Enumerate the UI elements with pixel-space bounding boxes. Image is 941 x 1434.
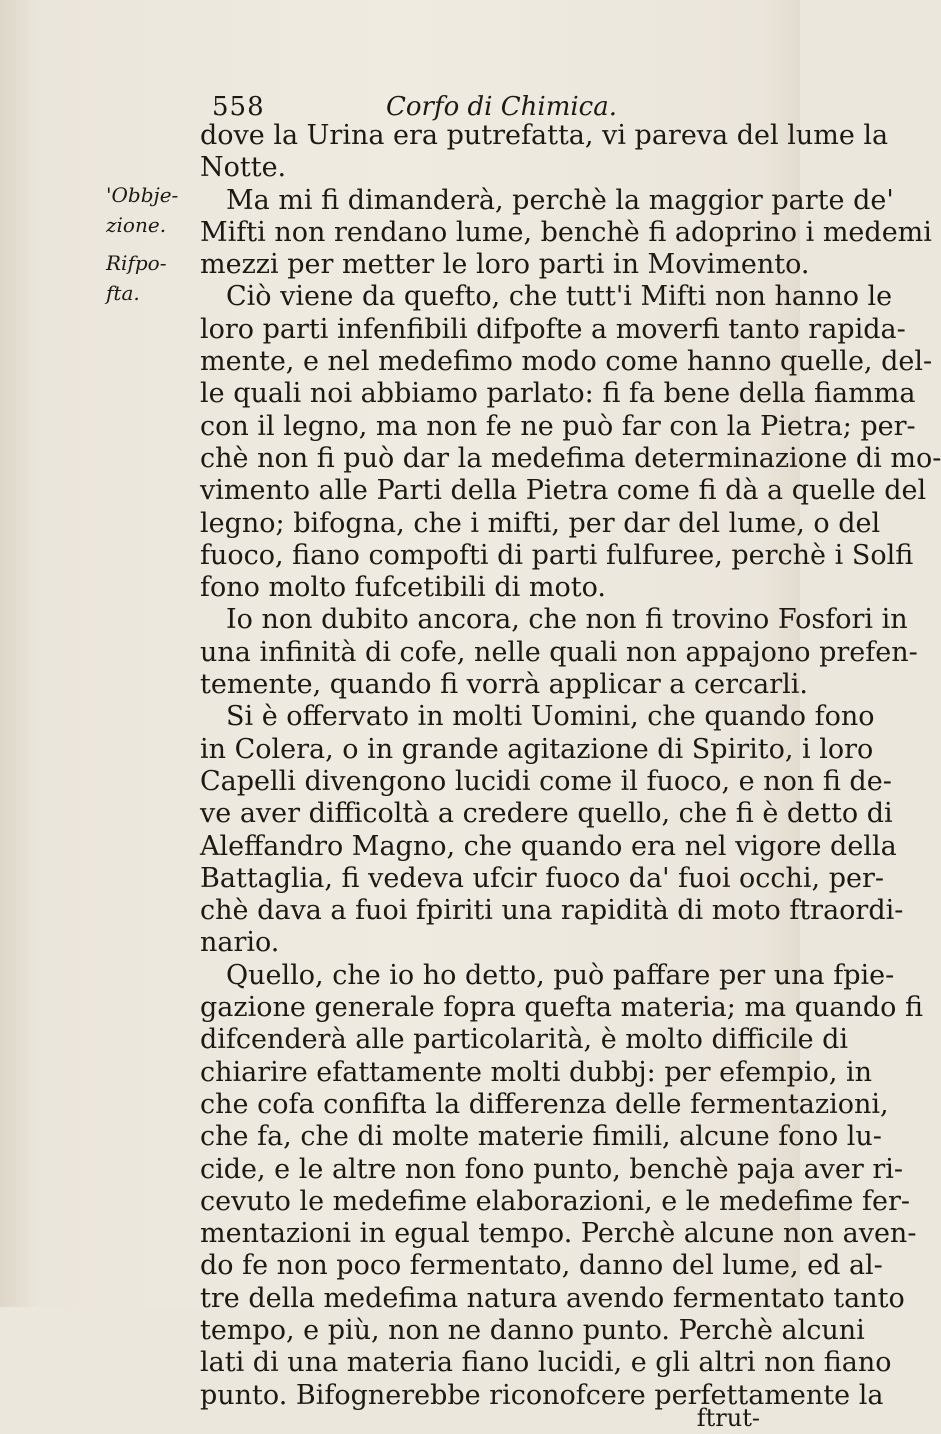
text-line: chiarire efattamente molti dubbj: per efempio, in [200,1056,873,1088]
text-line: mentazioni in egual tempo. Perchè alcune non aven- [200,1218,917,1250]
text-line: loro parti infenfibili difpofte a moverfi tanto rapida- [200,313,906,345]
margin-note-obiezione [106,180,184,240]
text-line: cevuto le medefime elaborazioni, e le medefime fer- [200,1185,910,1217]
text-line: mente, e nel medefimo modo come hanno quelle, del- [200,346,933,378]
text-line: chè dava a fuoi fpiriti una rapidità di moto ftraordi- [200,895,904,927]
text-line: mezzi per metter le loro parti in Movimento. [200,249,810,281]
page-number: 558 [212,92,265,122]
text-line: Aleffandro Magno, che quando era nel vigore della [200,830,897,862]
text-line: Notte. [200,152,287,184]
text-line: che cofa confifta la differenza delle fermentazioni, [200,1088,889,1120]
text-line: vimento alle Parti della Pietra come fi dà a quelle del [200,475,927,507]
margin-note-line: Rifpo- [106,251,167,275]
text-line: lati di una materia fiano lucidi, e gli altri non fiano [200,1347,892,1379]
catchword: ftrut- [696,1403,760,1432]
margin-note-risposta [106,248,184,308]
text-line: Si è offervato in molti Uomini, che quando fono [226,701,875,733]
text-line: nario. [200,927,280,959]
running-title: Corfo di Chimica. [386,92,617,122]
text-line: fuoco, fiano compofti di parti fulfuree, perchè i Solfi [200,539,914,571]
text-line: Mifti non rendano lume, benchè fi adoprino i medemi [200,216,932,248]
text-line: temente, quando fi vorrà applicar a cercarli. [200,669,808,701]
margin-note-line: fta. [106,281,140,305]
text-line: legno; bifogna, che i mifti, per dar del lume, o del [200,507,881,539]
text-line: do fe non poco fermentato, danno del lume, ed al- [200,1250,883,1282]
text-line: chè non fi può dar la medefima determinazione di mo- [200,442,941,474]
text-line: tre della medefima natura avendo fermentato tanto [200,1282,905,1314]
text-line: una infinità di cofe, nelle quali non appajono prefen- [200,636,918,668]
margin-note-line: zione. [106,213,167,237]
text-line: tempo, e più, non ne danno punto. Perchè alcuni [200,1314,865,1346]
text-line: fono molto fufcetibili di moto. [200,572,606,604]
text-line: Io non dubito ancora, che non fi trovino Fosfori in [226,604,908,636]
text-line: ve aver difficoltà a credere quello, che fi è detto di [200,798,893,830]
text-line: con il legno, ma non fe ne può far con la Pietra; per- [200,410,916,442]
text-line: Ciò viene da quefto, che tutt'i Mifti non hanno le [226,281,893,313]
text-line: che fa, che di molte materie fimili, alcune fono lu- [200,1121,882,1153]
text-line: Battaglia, fi vedeva ufcir fuoco da' fuoi occhi, per- [200,862,885,894]
text-line: gazione generale fopra quefta materia; ma quando fi [200,992,923,1024]
text-line: punto. Bifognerebbe riconofcere perfettamente la [200,1379,884,1411]
text-line: difcenderà alle particolarità, è molto difficile di [200,1024,849,1056]
text-line: in Colera, o in grande agitazione di Spirito, i loro [200,733,874,765]
text-line: Ma mi fi dimanderà, perchè la maggior parte de' [226,184,894,216]
text-line: cide, e le altre non fono punto, benchè paja aver ri- [200,1153,904,1185]
text-line: dove la Urina era putrefatta, vi pareva del lume la [200,120,889,151]
text-line: le quali noi abbiamo parlato: fi fa bene della fiamma [200,378,916,410]
body-text [200,120,941,1434]
margin-note-line: 'Obbje- [106,183,179,207]
text-line: Capelli divengono lucidi come il fuoco, e non fi de- [200,765,892,797]
text-line: Quello, che io ho detto, può paffare per una fpie- [226,959,895,991]
